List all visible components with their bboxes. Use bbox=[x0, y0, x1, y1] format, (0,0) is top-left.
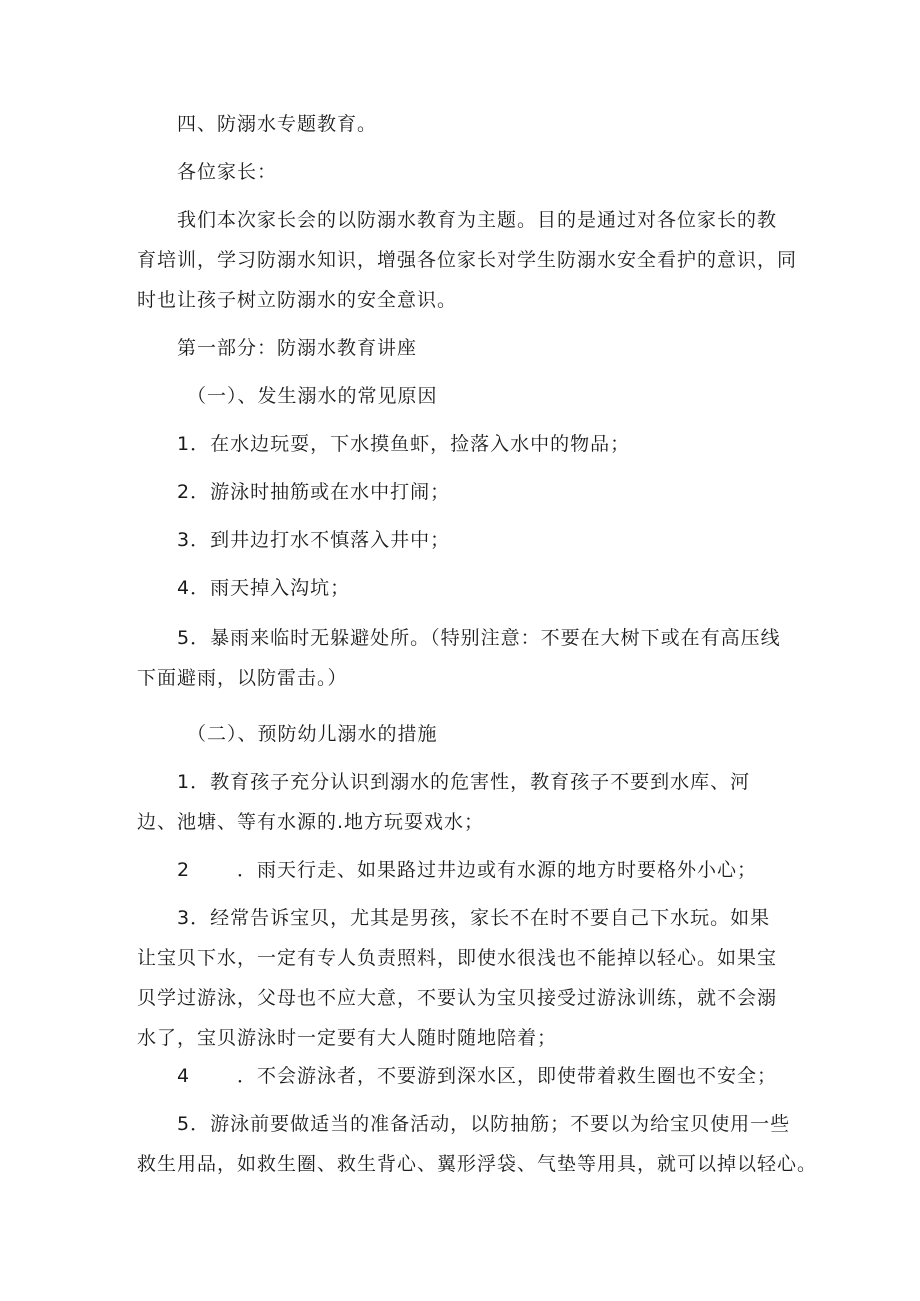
measure-item: 3．经常告诉宝贝，尤其是男孩，家长不在时不要自己下水玩。如果 让宝贝下水，一定有专人负责照料，即使水很浅也不能掉以轻心。如果宝 贝学过游泳，父母也不应大意，不要认为宝贝接受过游泳训练，就不会溺 水了，宝贝游泳时一定要有大人随时随地陪着； bbox=[137, 907, 778, 1049]
causes-heading: （一）、发生溺水的常见原因 bbox=[187, 385, 438, 407]
measure-item: 4 ．不会游泳者，不要游到深水区，即使带着救生圈也不安全； bbox=[137, 1056, 832, 1096]
cause-item: 4．雨天掉入沟坑； bbox=[177, 577, 351, 599]
measure-item: 2 ．雨天行走、如果路过井边或有水源的地方时要格外小心； bbox=[137, 850, 832, 890]
cause-item: 1．在水边玩耍，下水摸鱼虾，捡落入水中的物品； bbox=[177, 433, 631, 455]
measure-number: 2 bbox=[177, 859, 191, 881]
measure-number: 4 bbox=[177, 1065, 191, 1087]
cause-item: 5．暴雨来临时无躲避处所。（特别注意：不要在大树下或在有高压线 下面避雨，以防雷击。） bbox=[137, 627, 781, 689]
measures-heading: （二）、预防幼儿溺水的措施 bbox=[187, 723, 438, 745]
section-title: 四、防溺水专题教育。 bbox=[177, 113, 378, 135]
part-one-title: 第一部分：防溺水教育讲座 bbox=[177, 337, 418, 359]
greeting: 各位家长： bbox=[177, 161, 278, 183]
cause-item: 2．游泳时抽筋或在水中打闹； bbox=[177, 481, 451, 503]
intro-line: 我们本次家长会的以防溺水教育为主题。目的是通过对各位家长的教 bbox=[177, 209, 778, 231]
intro-paragraph bbox=[137, 200, 798, 320]
intro-line: 时也让孩子树立防溺水的安全意识。 bbox=[137, 289, 458, 311]
intro-line: 育培训，学习防溺水知识，增强各位家长对学生防溺水安全看护的意识，同 bbox=[137, 249, 798, 271]
measure-item: 5．游泳前要做适当的准备活动，以防抽筋；不要以为给宝贝使用一些 救生用品，如救生圈、救生背心、翼形浮袋、气垫等用具，就可以掉以轻心。 bbox=[137, 1113, 818, 1175]
cause-item: 3．到井边打水不慎落入井中； bbox=[177, 529, 451, 551]
measure-item: 1．教育孩子充分认识到溺水的危害性，教育孩子不要到水库、河 边、池塘、等有水源的.地方玩耍戏水； bbox=[137, 771, 751, 833]
